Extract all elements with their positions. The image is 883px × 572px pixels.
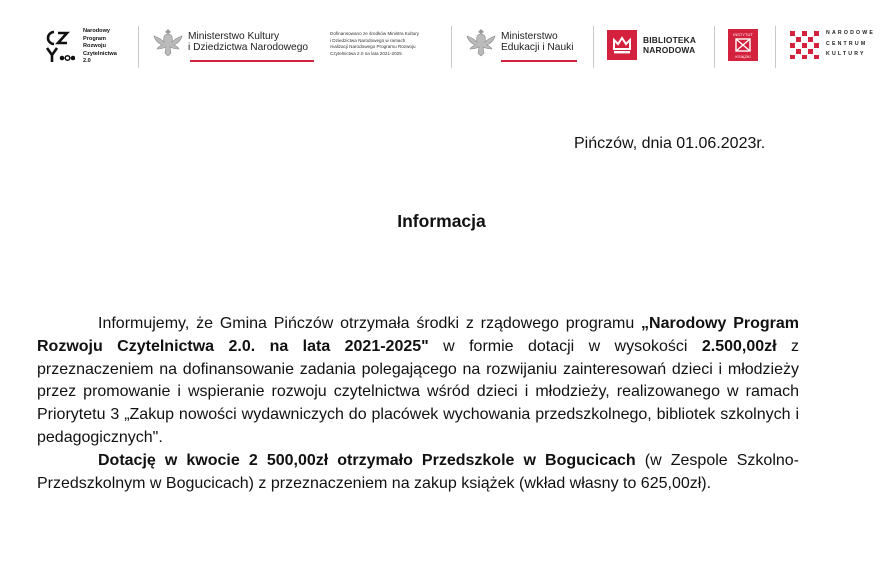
mein-line: Edukacji i Nauki [501, 42, 574, 53]
logo-divider [775, 26, 776, 68]
grant-recipient: Dotację w kwocie 2 500,00zł otrzymało Przedszkole w Bogucicach [98, 451, 636, 469]
logo-divider [593, 26, 594, 68]
paragraph-text: z przeznaczeniem na dofinansowanie zadania polegającego na rozwijaniu zainteresowań dzieci i młodzieży przez promowanie i wspieranie rozwoju czytelnictwa wśród dzieci i młodzieży, realizowanego w ramach Priorytetu 3 „Zakup nowości wydawniczych do placówek wychowania przedszkolnego, bibliotek szkolnych i pedagogicznych". [37, 337, 800, 446]
bn-line: NARODOWA [643, 45, 696, 55]
logo-divider [451, 26, 452, 68]
crown-icon [607, 30, 637, 60]
mkidn-logo-text [188, 31, 308, 54]
document-title: Informacja [397, 211, 486, 231]
logo-divider [714, 26, 715, 68]
funding-note-line: Dofinansowano ze środków Ministra Kultury [330, 31, 420, 36]
eagle-emblem-icon [465, 26, 497, 58]
funding-note-line: i Dziedzictwa Narodowego w ramach [330, 37, 406, 43]
program-name: „Narodowy Program Rozwoju Czytelnictwa 2.0. na lata 2021-2025" [37, 315, 800, 355]
mkidn-logo [152, 26, 308, 58]
nck-line: NARODOWE [826, 30, 876, 36]
bn-emblem [607, 30, 637, 60]
paragraph-text: w formie dotacji w wysokości [428, 337, 702, 355]
bn-line: BIBLIOTEKA [643, 35, 697, 45]
ik-line: INSTYTUT [733, 32, 753, 37]
ik-emblem [728, 29, 758, 61]
paragraph-2 [37, 450, 799, 496]
mein-logo-text [501, 31, 573, 54]
nprc-mark-icon [45, 30, 75, 64]
nprc-logo [45, 28, 117, 66]
document-date: Pińczów, dnia 01.06.2023r. [574, 135, 766, 152]
mein-logo [465, 26, 573, 58]
funding-note-line: realizacji Narodowego Programu Rozwoju [330, 44, 416, 50]
mein-underline [501, 60, 577, 62]
nprc-logo-text [83, 28, 117, 66]
funding-note [330, 31, 448, 57]
ik-logo [728, 29, 758, 61]
nck-logo-text [826, 28, 875, 60]
ik-line: KSIĄŻKI [735, 54, 751, 59]
nck-line: KULTURY [826, 51, 866, 57]
paragraph-text: Informujemy, że Gmina Pińczów otrzymała środki z rządowego programu [98, 315, 642, 332]
grant-amount: 2.500,00zł [701, 337, 777, 355]
mkidn-line: Ministerstwo Kultury [188, 30, 280, 42]
nprc-line: Program [83, 35, 107, 42]
book-mark-icon [728, 37, 758, 53]
paragraph-text: (w Zespole Szkolno-Przedszkolnym w Bogucicach) z przeznaczeniem na zakup książek (wkład własny to 625,00zł). [37, 451, 799, 492]
eagle-emblem-icon [152, 26, 184, 58]
bn-logo-text [643, 35, 696, 55]
nck-pattern-icon [790, 29, 820, 59]
paragraph-1 [37, 313, 799, 450]
nck-line: CENTRUM [826, 40, 868, 47]
nprc-line: 2.0 [83, 58, 91, 65]
mkidn-underline [190, 60, 314, 62]
mein-line: Ministerstwo [501, 30, 558, 42]
document-body [37, 313, 799, 495]
logo-divider [138, 26, 139, 68]
nck-logo [790, 28, 875, 60]
nprc-line: Narodowy [83, 28, 111, 34]
mkidn-line: i Dziedzictwa Narodowego [188, 42, 309, 53]
funding-note-line: Czytelnictwa 2.0 na lata 2021-2025 [330, 50, 402, 56]
bn-logo [607, 30, 696, 60]
nprc-line: Rozwoju [83, 43, 106, 50]
nprc-line: Czytelnictwa [83, 50, 117, 57]
logo-bar [0, 0, 883, 80]
